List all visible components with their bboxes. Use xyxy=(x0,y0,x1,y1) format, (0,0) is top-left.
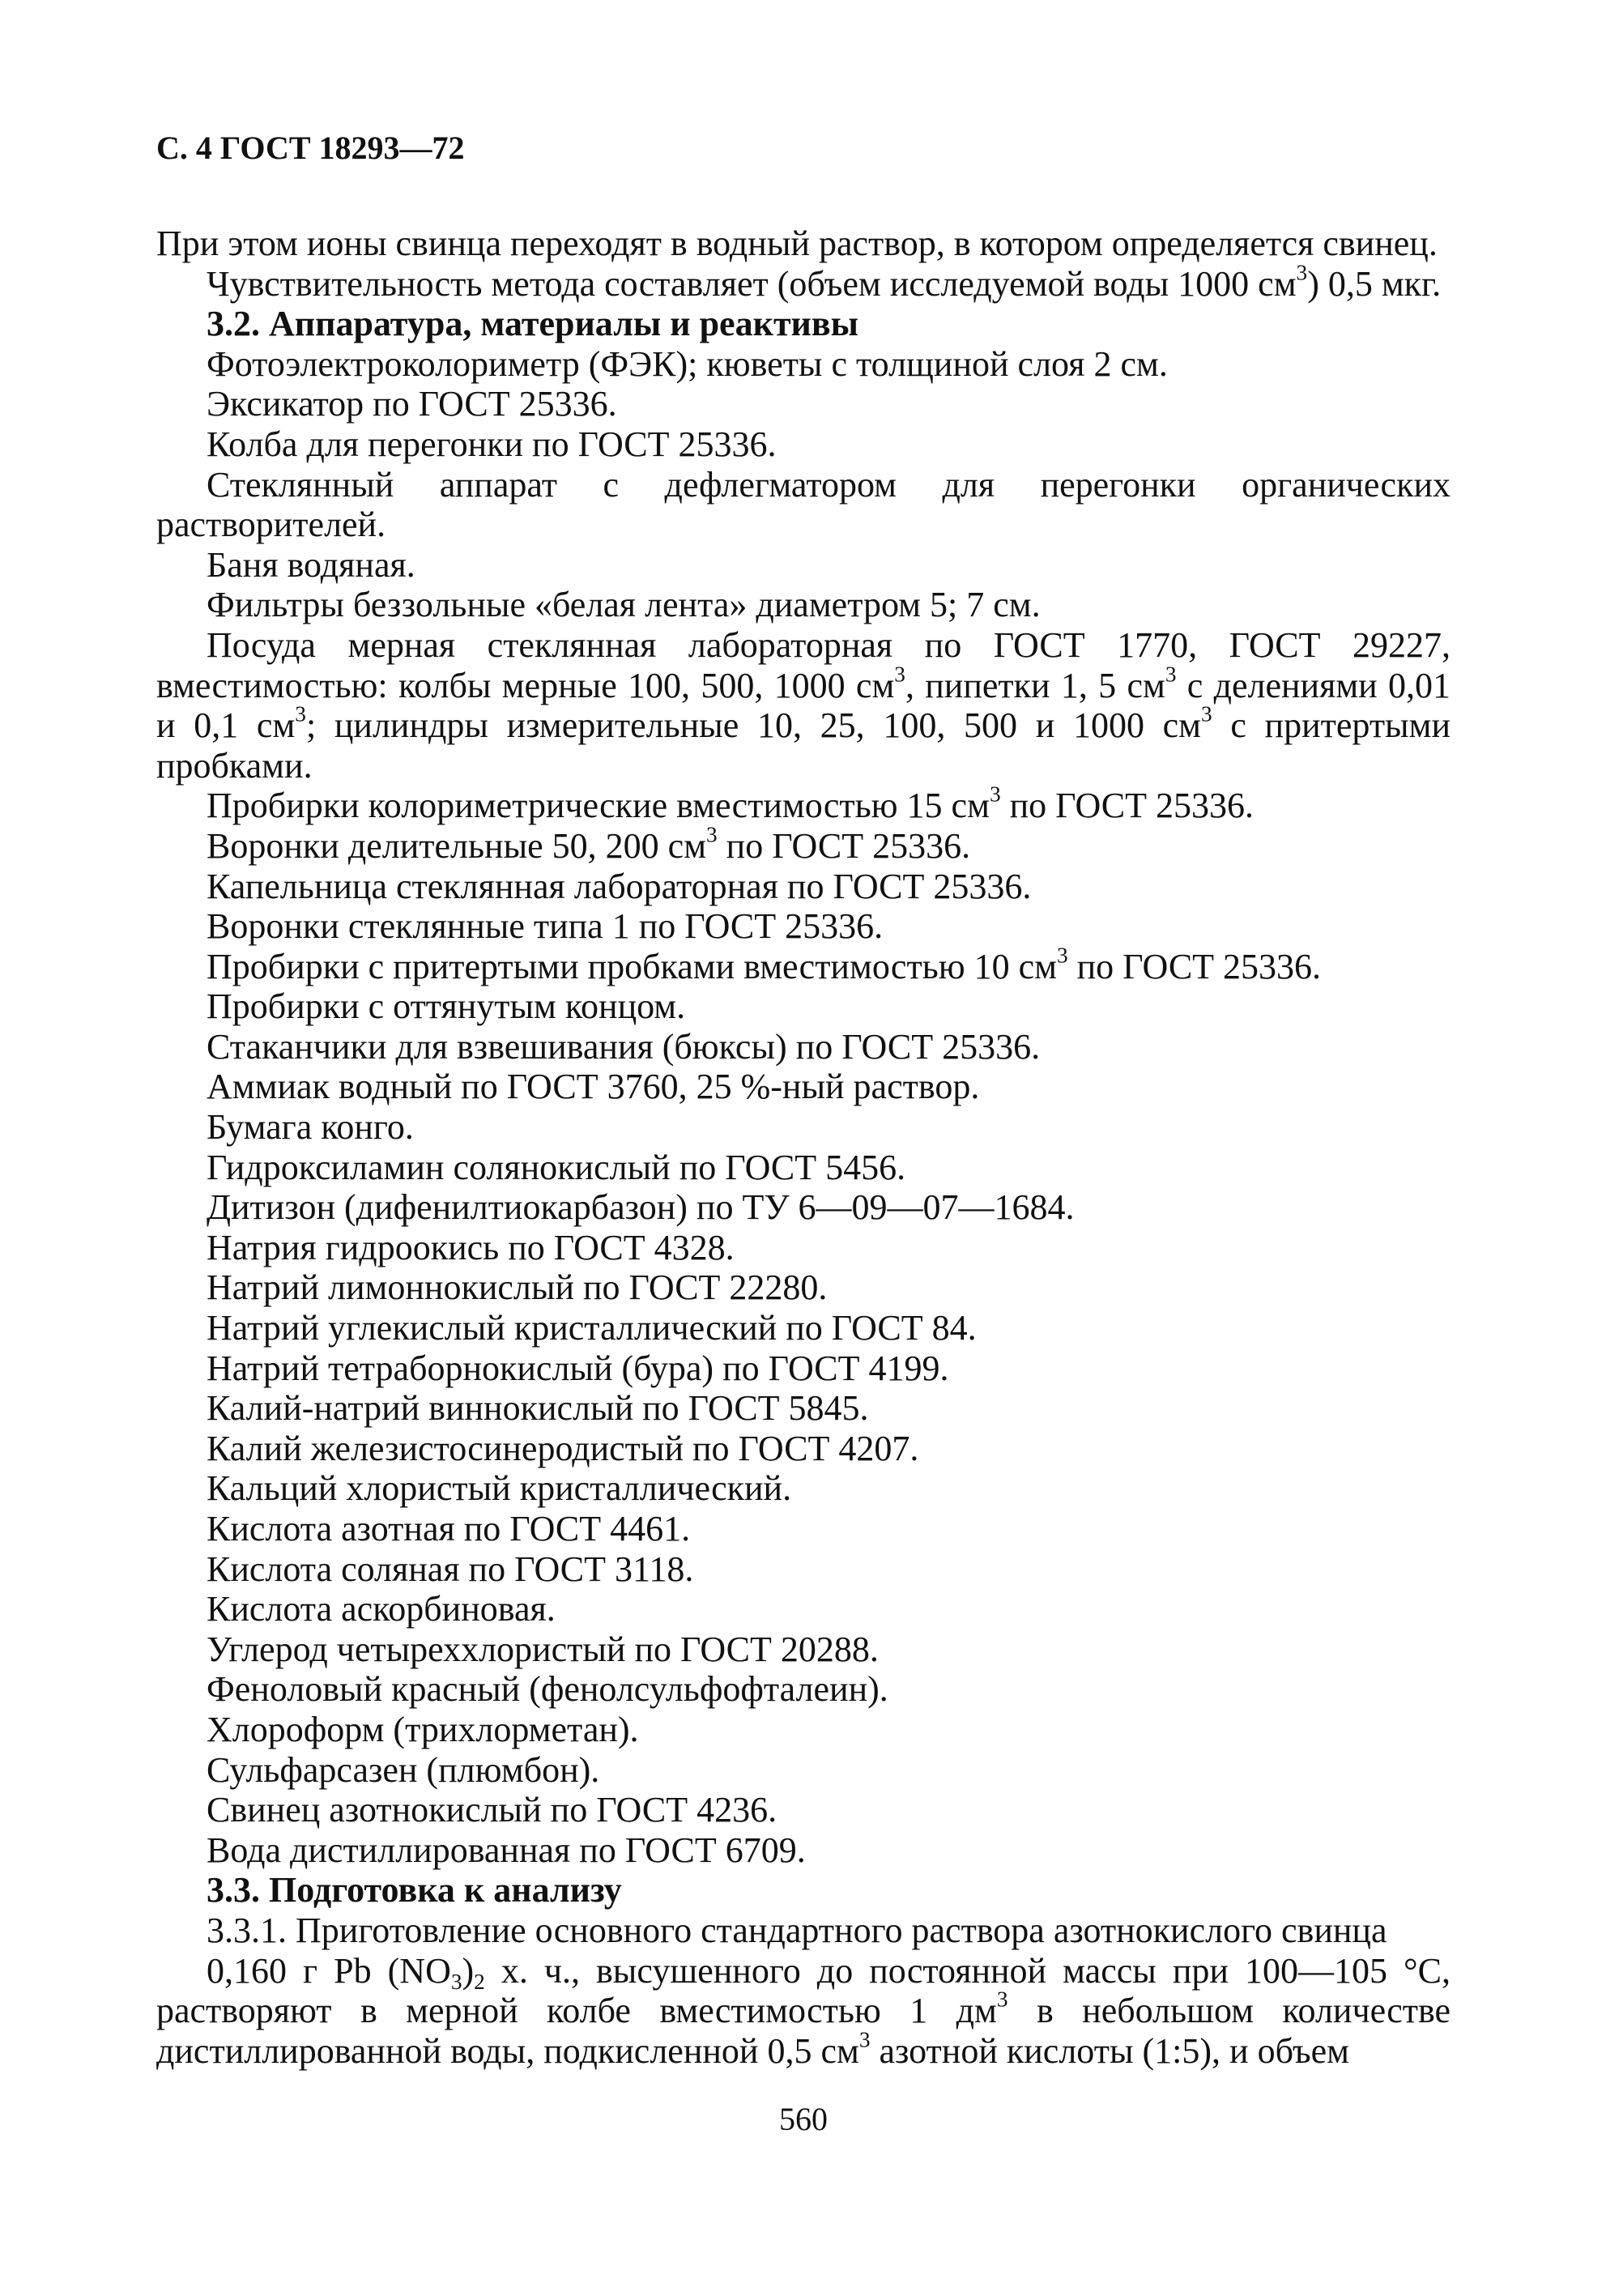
list-item: Сульфарсазен (плюмбон). xyxy=(207,1749,600,1790)
list-item: Кальций хлористый кристаллический. xyxy=(207,1468,792,1509)
paragraph-sensitivity: Чувствительность метода составляет (объем исследуемой воды 1000 $см^3$) 0,5 мкг. xyxy=(207,259,1442,304)
list-item: Баня водяная. xyxy=(207,544,415,585)
list-item: Натрий тетраборнокислый (бура) по ГОСТ 4199. xyxy=(207,1348,949,1388)
list-item: Пробирки колориметрические вместимостью 15 $см^3$ по ГОСТ 25336. xyxy=(207,782,1255,826)
subsection-title-3-3-1: 3.3.1. Приготовление основного стандартного раствора азотнокислого свинца xyxy=(207,1910,1387,1950)
running-header: С. 4 ГОСТ 18293—72 xyxy=(156,130,465,166)
list-item: Калий железистосинеродистый по ГОСТ 4207. xyxy=(207,1428,919,1468)
section-heading-3-2: 3.2. Аппаратура, материалы и реактивы xyxy=(207,304,859,344)
list-item: Стаканчики для взвешивания (бюксы) по ГОСТ 25336. xyxy=(207,1026,1041,1067)
list-item: Пробирки с оттянутым концом. xyxy=(207,986,686,1027)
list-item: Феноловый красный (фенолсульфофталеин). xyxy=(207,1669,888,1710)
paragraph: 0,160 г Pb $(NO_3)_2$ х. ч., высушенного до постоянной массы при 100—105 °С, растворяют в мерной колбе вместимостью 1 $дм^3$ в небольшом количестве дистиллированной воды, подкисленной 0,5 $см^3$ азотной кислоты (1:5), и объем xyxy=(156,1950,1451,2071)
page-number: 560 xyxy=(779,2101,828,2137)
list-item: Хлороформ (трихлорметан). xyxy=(207,1709,639,1749)
list-item: Бумага конго. xyxy=(207,1107,414,1148)
list-item: Воронки стеклянные типа 1 по ГОСТ 25336. xyxy=(207,906,884,947)
list-item: Эксикатор по ГОСТ 25336. xyxy=(207,384,617,424)
list-item: Натрий углекислый кристаллический по ГОСТ 84. xyxy=(207,1308,977,1348)
list-item: Аммиак водный по ГОСТ 3760, 25 %-ный раствор. xyxy=(207,1067,980,1107)
list-item: Натрий лимоннокислый по ГОСТ 22280. xyxy=(207,1267,828,1308)
list-item: Вода дистиллированная по ГОСТ 6709. xyxy=(207,1830,806,1870)
list-item: Посуда мерная стеклянная лабораторная по ГОСТ 1770, ГОСТ 29227, вместимостью: колбы мерные 100, 500, 1000 $см^3$, пипетки 1, 5 $см^3$ с делениями 0,01 и 0,1 $см^3$; цилиндры измерительные 10, 25, 100, 500 и 1000 $см^3$ с притертыми пробками. xyxy=(156,624,1451,786)
list-item: Воронки делительные 50, 200 $см^3$ по ГОСТ 25336. xyxy=(207,822,971,866)
list-item: Кислота аскорбиновая. xyxy=(207,1589,556,1629)
list-item: Стеклянный аппарат с дефлегматором для перегонки органических растворителей. xyxy=(156,464,1451,545)
list-item: Дитизон (дифенилтиокарбазон) по ТУ 6—09—07—1684. xyxy=(207,1187,1075,1228)
list-item: Кислота соляная по ГОСТ 3118. xyxy=(207,1548,694,1589)
list-item: Колба для перегонки по ГОСТ 25336. xyxy=(207,424,777,464)
list-item: Кислота азотная по ГОСТ 4461. xyxy=(207,1509,691,1548)
section-heading-3-3: 3.3. Подготовка к анализу xyxy=(207,1870,622,1910)
list-item: Свинец азотнокислый по ГОСТ 4236. xyxy=(207,1790,777,1830)
paragraph: При этом ионы свинца переходят в водный раствор, в котором определяется свинец. xyxy=(156,224,1438,263)
list-item: Фотоэлектроколориметр (ФЭК); кюветы с толщиной слоя 2 см. xyxy=(207,343,1168,384)
list-item: Углерод четыреххлористый по ГОСТ 20288. xyxy=(207,1629,879,1669)
list-item: Калий-натрий виннокислый по ГОСТ 5845. xyxy=(207,1388,869,1429)
list-item: Натрия гидроокись по ГОСТ 4328. xyxy=(207,1227,735,1267)
document-body xyxy=(156,224,1451,2071)
list-item: Фильтры беззольные «белая лента» диаметром 5; 7 см. xyxy=(207,585,1041,625)
list-item: Гидроксиламин солянокислый по ГОСТ 5456. xyxy=(207,1147,906,1187)
list-item: Пробирки с притертыми пробками вместимостью 10 $см^3$ по ГОСТ 25336. xyxy=(207,943,1322,986)
list-item: Капельница стеклянная лабораторная по ГОСТ 25336. xyxy=(207,866,1032,906)
